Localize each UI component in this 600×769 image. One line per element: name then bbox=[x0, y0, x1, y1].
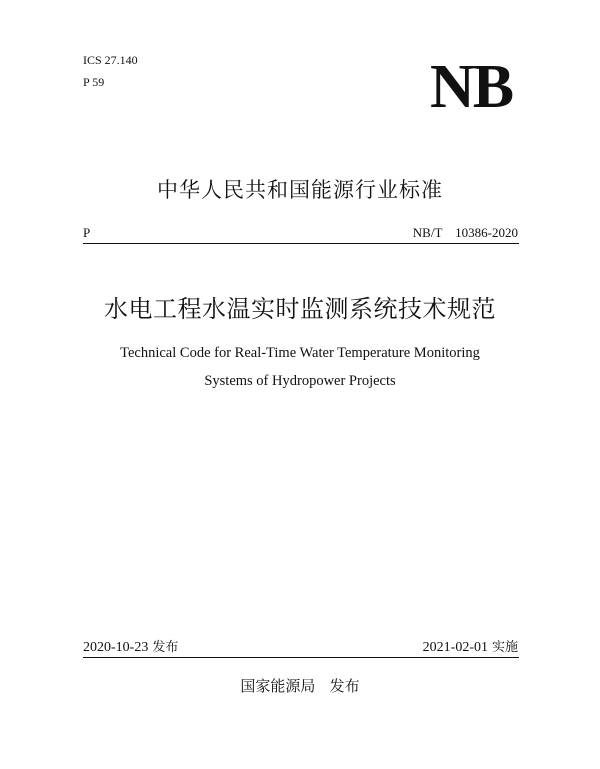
title-english-line1: Technical Code for Real-Time Water Temperature Monitoring bbox=[120, 345, 480, 361]
publisher: 国家能源局 发布 bbox=[240, 677, 360, 695]
classification-code: P 59 bbox=[83, 75, 105, 89]
issuer-title: 中华人民共和国能源行业标准 bbox=[157, 178, 443, 202]
issue-date: 2020-10-23 bbox=[83, 640, 149, 655]
standard-number: NB/T 10386-2020 bbox=[412, 225, 518, 240]
top-divider bbox=[83, 243, 519, 244]
title-chinese: 水电工程水温实时监测系统技术规范 bbox=[104, 295, 496, 323]
nb-logo: NB bbox=[430, 53, 513, 121]
implement-date-block bbox=[423, 636, 518, 656]
issue-label: 发布 bbox=[152, 640, 179, 655]
ics-code: ICS 27.140 bbox=[83, 53, 138, 67]
standard-category: P bbox=[83, 225, 91, 240]
bottom-divider bbox=[83, 657, 519, 658]
implement-label: 实施 bbox=[491, 640, 518, 655]
title-english-line2: Systems of Hydropower Projects bbox=[204, 373, 396, 389]
issue-date-block bbox=[83, 636, 178, 656]
implement-date: 2021-02-01 bbox=[422, 640, 488, 655]
